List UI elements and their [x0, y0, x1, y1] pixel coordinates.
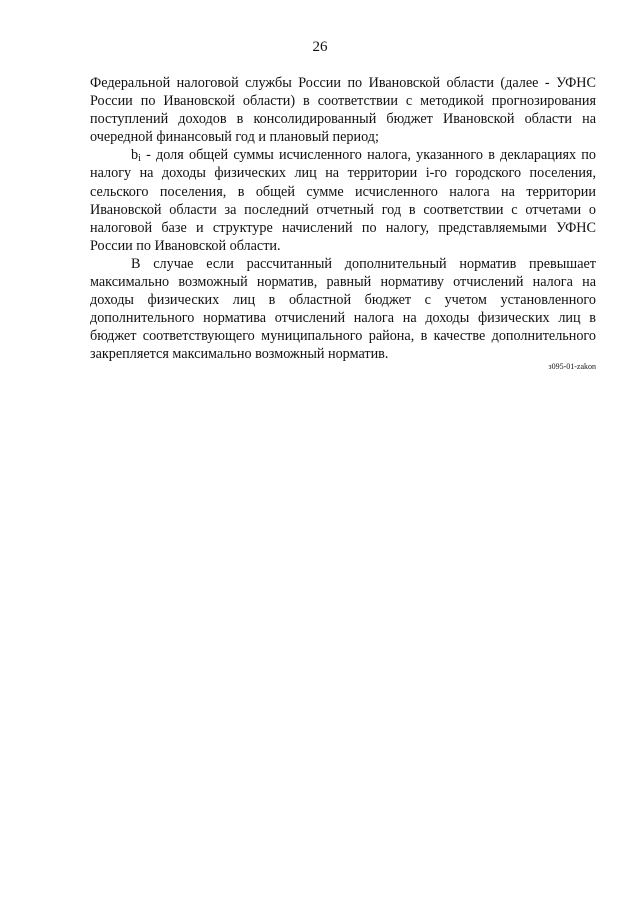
paragraph-3: В случае если рассчитанный дополнительный норматив превышает максимально возможный норматив, равный нормативу отчислений налога на доходы физических лиц в областной бюджет с учетом установленного дополнительного норматива отчислений налога на доходы физических лиц в бюджет соответствующего муниципального района, в качестве дополнительного закрепляется максимально возможный норматив. — [90, 255, 596, 363]
document-body — [90, 74, 596, 364]
paragraph-2-text: - доля общей суммы исчисленного налога, указанного в декларациях по налогу на доходы физических лиц на территории i-го городского поселения, сельского поселения, в общей сумме исчисленного налога на территории Ивановской области за последний отчетный год в соответствии с отчетами о налоговой базе и структуре начислений по налогу, представляемыми УФНС России по Ивановской области. — [90, 147, 596, 254]
variable-b: b — [131, 147, 139, 164]
document-code: з095-01-zakon — [548, 362, 596, 371]
page-number: 26 — [312, 39, 328, 55]
paragraph-1: Федеральной налоговой службы России по Ивановской области (далее - УФНС России по Ивановской области) в соответствии с методикой прогнозирования поступлений доходов в консолидированный бюджет Ивановской области на очередной финансовый год и плановый период; — [90, 75, 596, 146]
variable-subscript-i: i — [138, 153, 141, 165]
paragraph-2 — [90, 146, 596, 255]
